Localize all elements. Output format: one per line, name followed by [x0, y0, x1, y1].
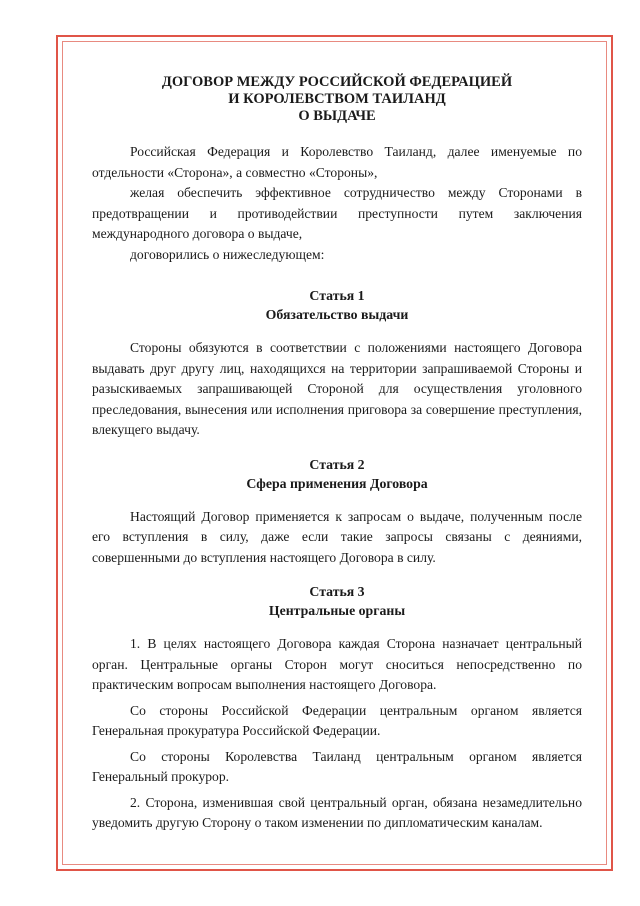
- article-paragraph: 2. Сторона, изменившая свой центральный орган, обязана незамедлительно уведомить другую Сторону о таком изменении по дипломатическим каналам.: [92, 794, 582, 830]
- article-number: Статья 3: [309, 584, 365, 599]
- article-paragraph: Стороны обязуются в соответствии с положениями настоящего Договора выдавать друг другу лиц, находящихся на территории запрашиваемой Стороны и разыскиваемых запрашивающей Стороной для осуществления уголовного преследования, вынесения или исполнения приговора за совершение преступления, влекущего выдачу.: [92, 340, 582, 437]
- document-body: [92, 74, 582, 834]
- title-line: О ВЫДАЧЕ: [298, 108, 376, 124]
- article-number: Статья 2: [309, 456, 365, 472]
- article-heading: Сфера применения Договора: [246, 475, 428, 491]
- document-title: [92, 74, 582, 125]
- article-paragraph: 1. В целях настоящего Договора каждая Сторона назначает центральный орган. Центральные органы Сторон могут сноситься непосредственно по практическим вопросам выполнения настоящего Договора.: [92, 636, 582, 692]
- title-line: И КОРОЛЕВСТВОМ ТАИЛАНД: [228, 91, 446, 107]
- title-line: ДОГОВОР МЕЖДУ РОССИЙСКОЙ ФЕДЕРАЦИЕЙ: [161, 74, 513, 90]
- preamble-paragraph: договорились о нижеследующем:: [130, 246, 325, 262]
- article-number: Статья 1: [309, 288, 365, 303]
- article-heading: Обязательство выдачи: [265, 307, 409, 322]
- article-paragraph: Настоящий Договор применяется к запросам о выдаче, полученным после его вступления в силу, даже если такие запросы связаны с деяниями, совершенными до вступления настоящего Договора в силу.: [92, 508, 582, 565]
- article-paragraph: Со стороны Российской Федерации центральным органом является Генеральная прокуратура Российской Федерации.: [92, 702, 582, 738]
- article-paragraph: Со стороны Королевства Таиланд центральным органом является Генеральный прокурор.: [92, 748, 582, 784]
- preamble-paragraph: желая обеспечить эффективное сотрудничество между Сторонами в предотвращении и противодействии преступности путем заключения международного договора о выдаче,: [92, 185, 582, 241]
- article-heading: Центральные органы: [268, 603, 406, 618]
- preamble-paragraph: Российская Федерация и Королевство Таиланд, далее именуемые по отдельности «Сторона», а совместно «Стороны»,: [92, 144, 582, 180]
